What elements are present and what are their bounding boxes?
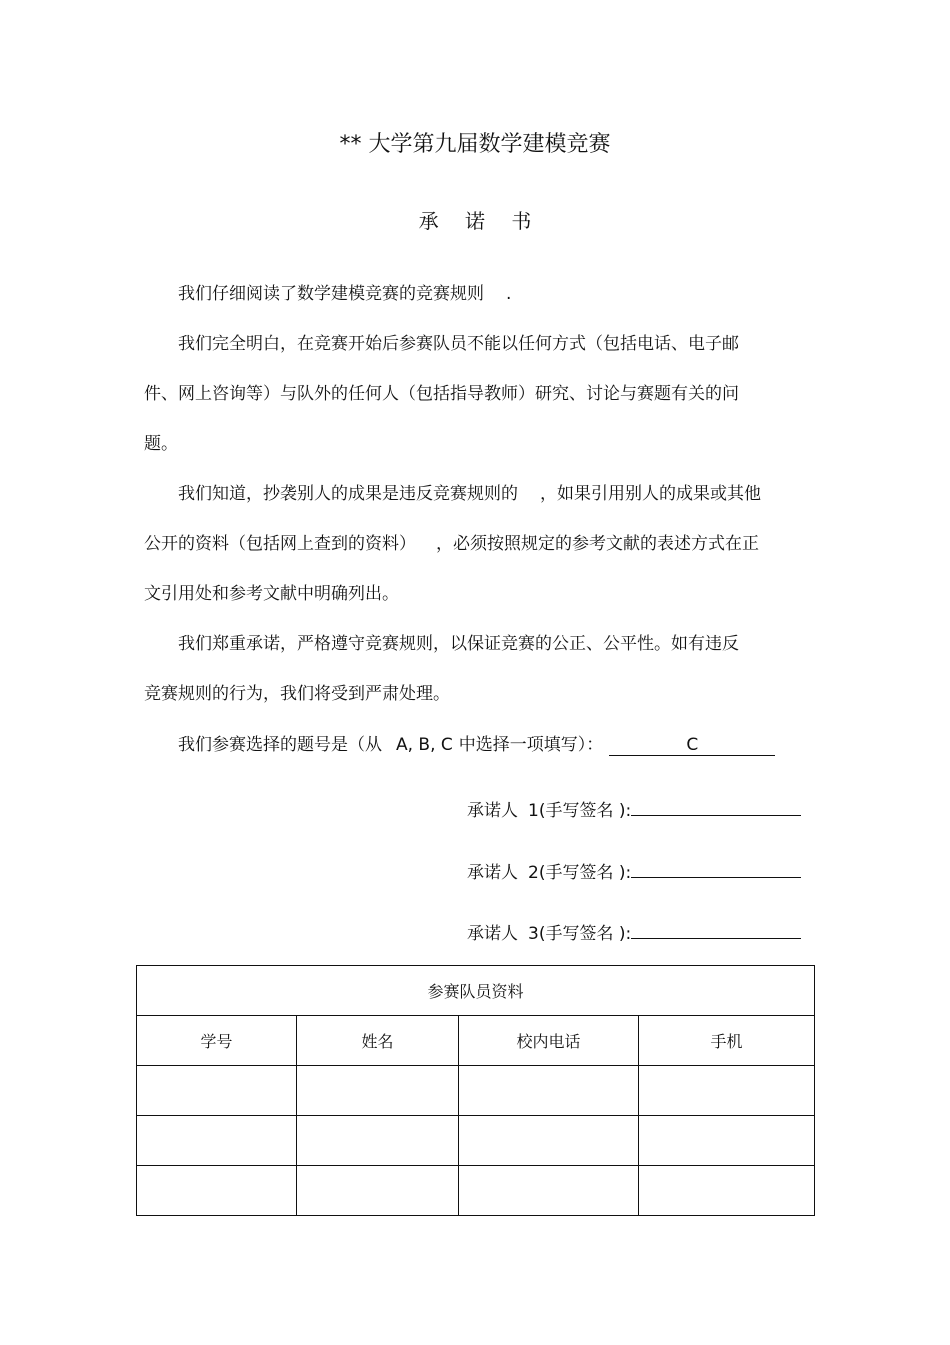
table-cell[interactable]: [459, 1066, 639, 1116]
signature-field-2[interactable]: [631, 857, 801, 878]
problem-options: A, B, C: [396, 735, 453, 755]
signature-field-3[interactable]: [631, 918, 801, 939]
problem-label-end: 中选择一项填写）：: [458, 735, 604, 755]
signature-label: 承诺人: [467, 801, 518, 821]
member-info-table: [136, 965, 815, 1216]
table-cell[interactable]: [459, 1116, 639, 1166]
table-row: [137, 1066, 815, 1116]
paragraph-text: ，如果引用别人的成果或其他: [540, 484, 761, 504]
document-subtitle: [0, 205, 950, 234]
table-row: [137, 1166, 815, 1216]
table-cell[interactable]: [639, 1066, 815, 1116]
table-cell[interactable]: [297, 1066, 459, 1116]
signature-label: 1(手写签名 ):: [528, 801, 632, 821]
paragraph-1: [178, 282, 511, 306]
document-title: ** 大学第九届数学建模竞赛: [339, 132, 611, 157]
column-header-campus-phone: 校内电话: [459, 1016, 639, 1066]
table-caption-row: [137, 966, 815, 1016]
paragraph-text: .: [506, 284, 512, 304]
column-header-name: 姓名: [297, 1016, 459, 1066]
column-header-student-id: 学号: [137, 1016, 297, 1066]
signature-label: 2(手写签名 ):: [528, 863, 632, 883]
paragraph-3-line-2: [144, 532, 759, 556]
subtitle-char: 书: [511, 209, 532, 233]
signature-line-1: [467, 795, 801, 821]
paragraph-4-line-1: 我们郑重承诺，严格遵守竞赛规则，以保证竞赛的公正、公平性。如有违反: [178, 634, 739, 654]
table-caption: 参赛队员资料: [137, 966, 815, 1016]
table-cell[interactable]: [137, 1116, 297, 1166]
table-cell[interactable]: [297, 1166, 459, 1216]
paragraph-2-line-3: 题。: [144, 434, 178, 454]
table-header-row: [137, 1016, 815, 1066]
signature-line-2: [467, 857, 801, 883]
paragraph-2-line-2: 件、网上咨询等）与队外的任何人（包括指导教师）研究、讨论与赛题有关的问: [144, 384, 739, 404]
problem-label: 我们参赛选择的题号是（从: [178, 735, 382, 755]
table-cell[interactable]: [639, 1116, 815, 1166]
signature-label: 承诺人: [467, 863, 518, 883]
table-cell[interactable]: [459, 1166, 639, 1216]
signature-label: 3(手写签名 ):: [528, 924, 632, 944]
subtitle-char: 承: [418, 209, 439, 233]
subtitle-char: 诺: [465, 209, 485, 233]
problem-number-field[interactable]: C: [609, 735, 775, 756]
paragraph-2-line-1: 我们完全明白，在竞赛开始后参赛队员不能以任何方式（包括电话、电子邮: [178, 334, 739, 354]
problem-choice-line: [178, 733, 775, 757]
table-cell[interactable]: [639, 1166, 815, 1216]
signature-field-1[interactable]: [631, 795, 801, 816]
paragraph-3-line-1: [178, 482, 761, 506]
table-row: [137, 1116, 815, 1166]
paragraph-text: ，必须按照规定的参考文献的表述方式在正: [436, 534, 759, 554]
signature-line-3: [467, 918, 801, 944]
paragraph-3-line-3: 文引用处和参考文献中明确列出。: [144, 584, 399, 604]
paragraph-text: 我们仔细阅读了数学建模竞赛的竞赛规则: [178, 284, 484, 304]
table-cell[interactable]: [137, 1166, 297, 1216]
paragraph-text: 我们知道，抄袭别人的成果是违反竞赛规则的: [178, 484, 518, 504]
paragraph-4-line-2: 竞赛规则的行为，我们将受到严肃处理。: [144, 684, 450, 704]
signature-label: 承诺人: [467, 924, 518, 944]
table-cell[interactable]: [297, 1116, 459, 1166]
table-cell[interactable]: [137, 1066, 297, 1116]
column-header-mobile: 手机: [639, 1016, 815, 1066]
paragraph-text: 公开的资料（包括网上查到的资料）: [144, 534, 416, 554]
